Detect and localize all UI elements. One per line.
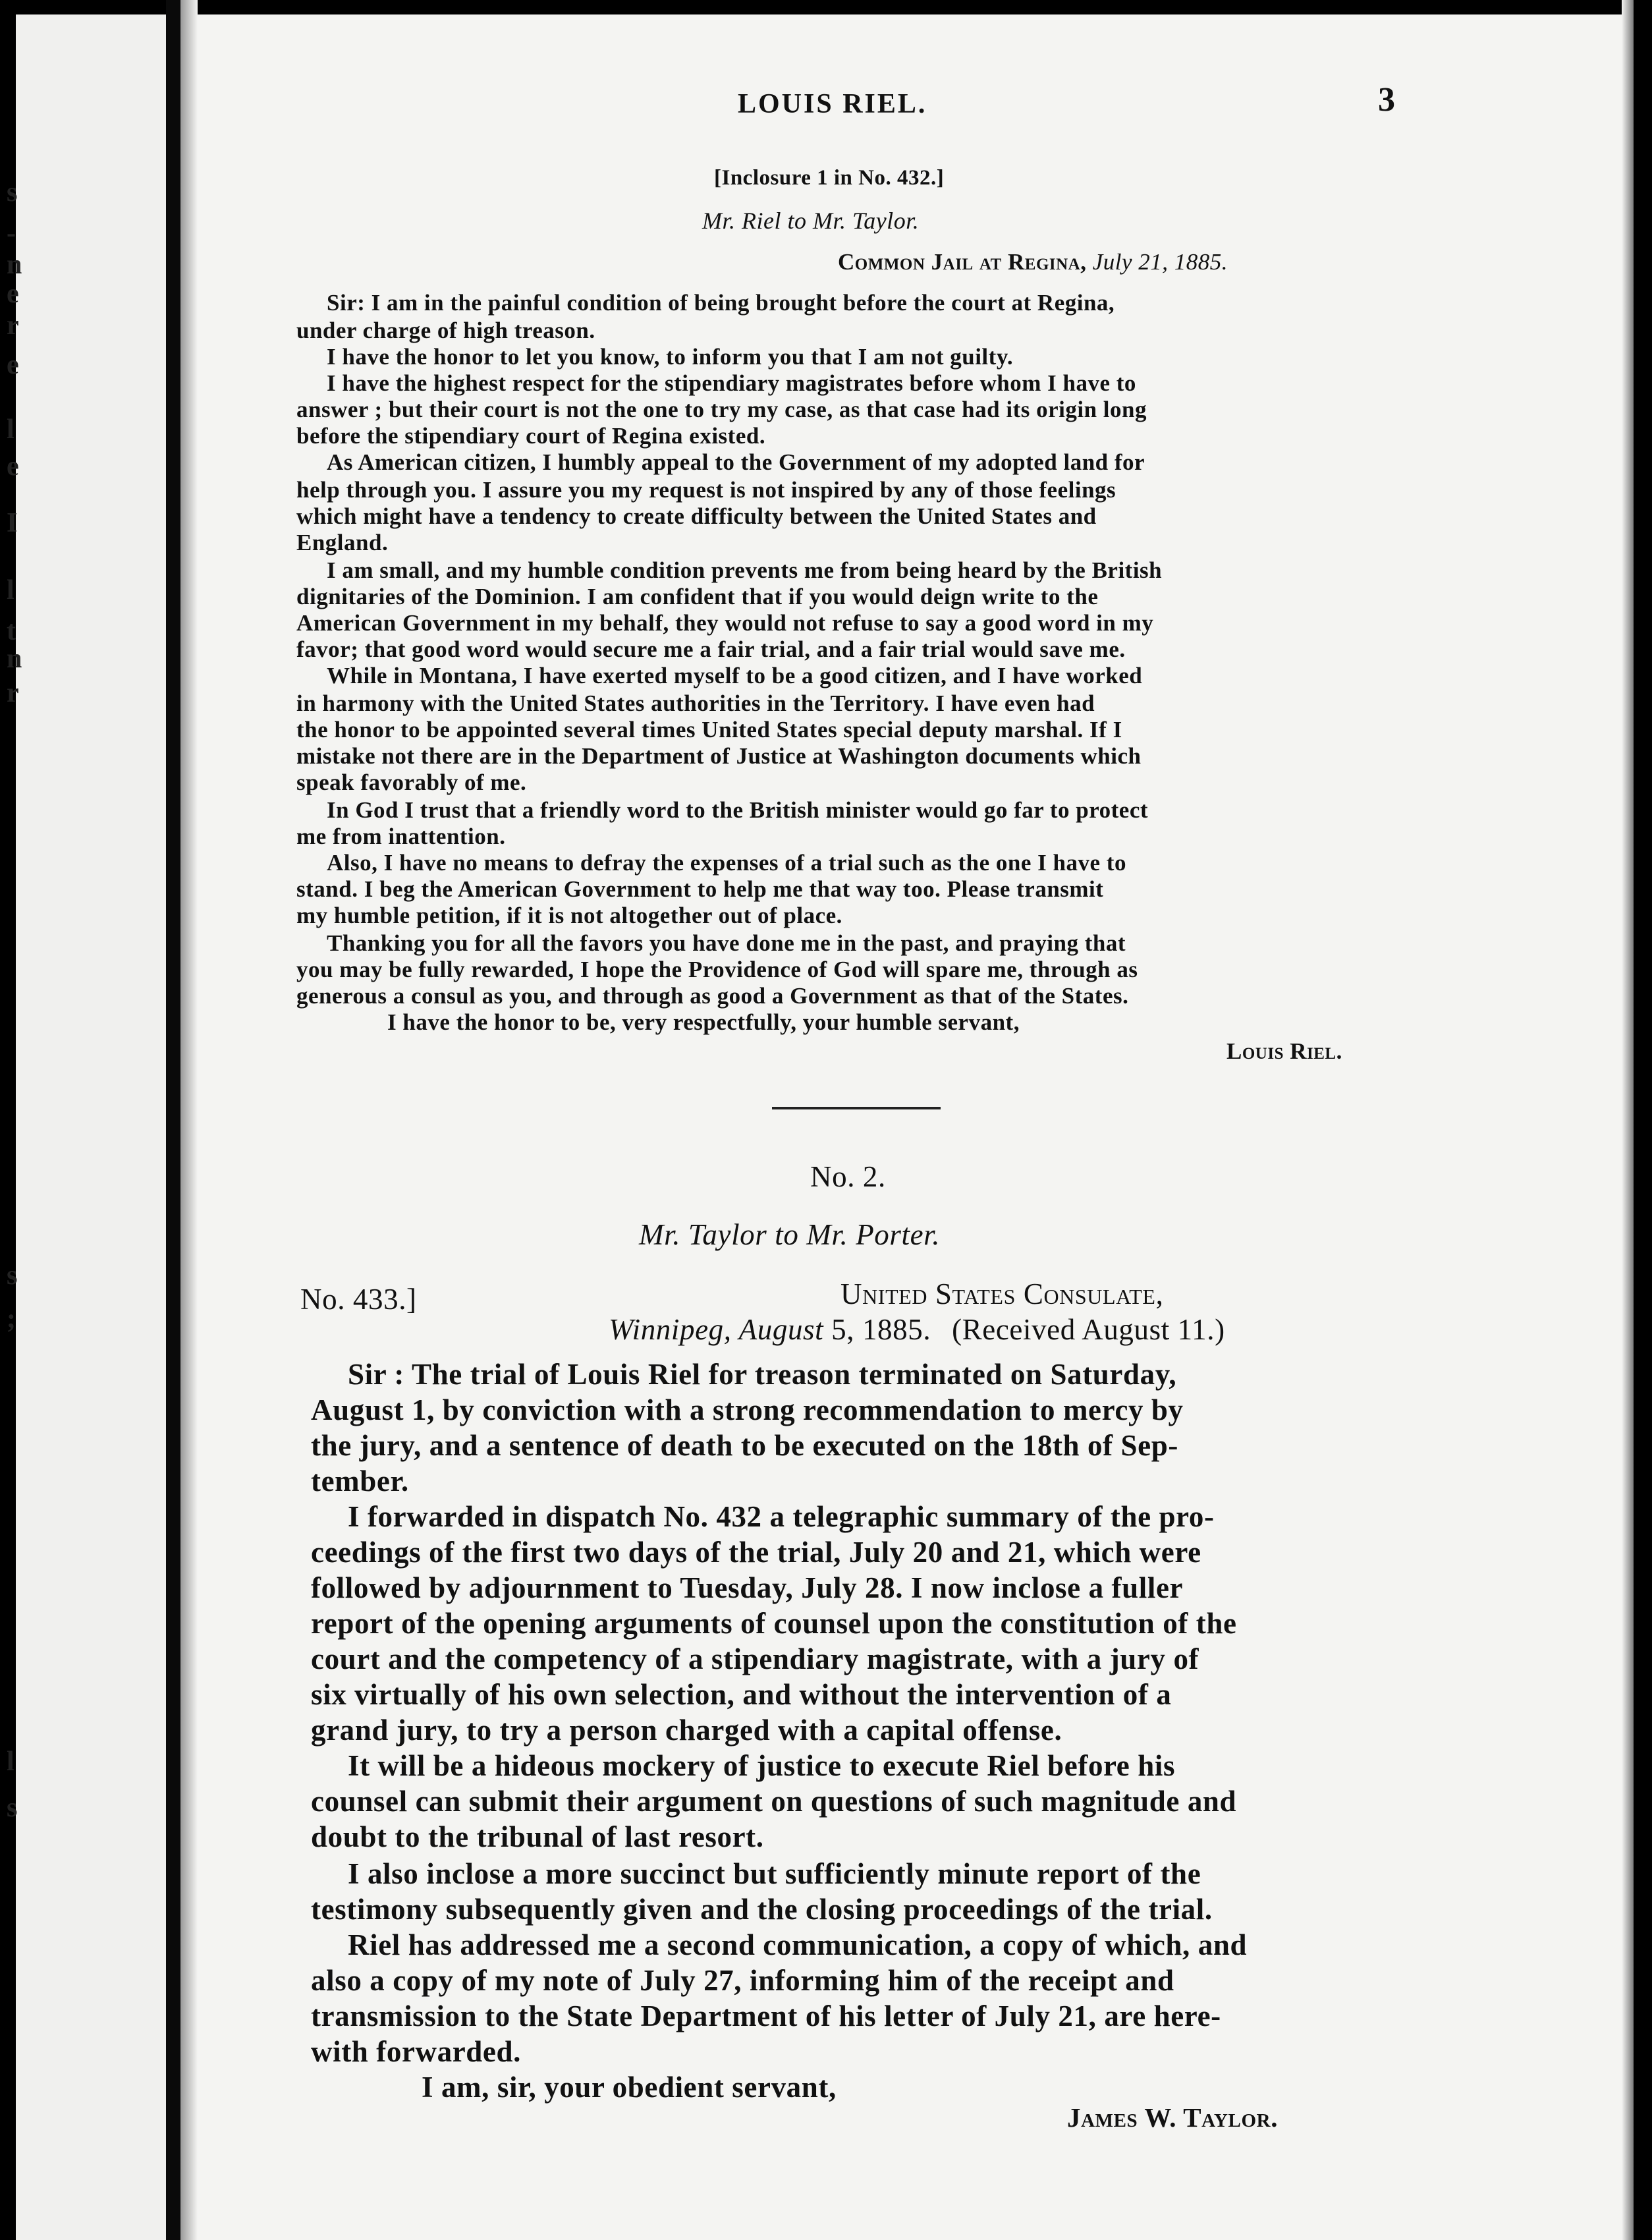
text-line: my humble petition, if it is not altogether out of place.	[296, 903, 842, 928]
letter2-location: United States Consulate,	[840, 1277, 1164, 1310]
section-divider	[772, 1107, 941, 1109]
text-line: I am, sir, your obedient servant,	[422, 2071, 837, 2104]
scan-border-top	[0, 0, 1652, 14]
text-line: report of the opening arguments of counsel upon the constitution of the	[311, 1607, 1237, 1640]
margin-fragment: e	[7, 350, 19, 380]
text-line: counsel can submit their argument on questions of such magnitude and	[311, 1785, 1237, 1818]
margin-fragment: I	[7, 508, 18, 538]
margin-fragment: l	[7, 1747, 14, 1777]
text-line: I also inclose a more succinct but sufficiently minute report of the	[348, 1857, 1201, 1890]
margin-fragment: l	[7, 414, 14, 445]
running-head: LOUIS RIEL.	[738, 89, 927, 119]
text-line: It will be a hideous mockery of justice to execute Riel before his	[348, 1749, 1176, 1782]
text-line: with forwarded.	[311, 2035, 521, 2068]
page-number: 3	[1378, 81, 1395, 119]
text-line: transmission to the State Department of his letter of July 21, are here-	[311, 2000, 1221, 2032]
text-line: August 1, by conviction with a strong recommendation to mercy by	[311, 1393, 1184, 1426]
text-line: favor; that good word would secure me a fair trial, and a fair trial would save me.	[296, 636, 1126, 662]
text-line: in harmony with the United States authorities in the Territory. I have even had	[296, 690, 1095, 716]
text-line: In God I trust that a friendly word to the British minister would go far to protect	[327, 797, 1149, 823]
margin-fragment: s	[7, 177, 18, 208]
margin-fragment: e	[7, 279, 19, 309]
letter1-heading: Mr. Riel to Mr. Taylor.	[702, 208, 920, 234]
text-line: dignitaries of the Dominion. I am confident that if you would deign write to the	[296, 584, 1099, 609]
text-line: doubt to the tribunal of last resort.	[311, 1820, 764, 1853]
text-line: me from inattention.	[296, 824, 506, 849]
margin-fragment: n	[7, 644, 22, 674]
text-line: stand. I beg the American Government to help me that way too. Please transmit	[296, 876, 1104, 902]
margin-fragment: ;	[7, 1304, 16, 1334]
previous-page-edge	[16, 14, 166, 2240]
letter2-signature: James W. Taylor.	[1067, 2102, 1279, 2133]
text-line: I have the highest respect for the stipendiary magistrates before whom I have to	[327, 370, 1136, 396]
text-line: While in Montana, I have exerted myself to be a good citizen, and I have worked	[327, 663, 1143, 688]
text-line: followed by adjournment to Tuesday, July 28. I now inclose a fuller	[311, 1571, 1184, 1604]
text-line: Riel has addressed me a second communication, a copy of which, and	[348, 1928, 1248, 1961]
received-note: (Received August 11.)	[952, 1313, 1225, 1346]
margin-fragment: e	[7, 451, 19, 482]
margin-fragment: t	[7, 616, 16, 646]
letter2-dateline	[609, 1312, 1225, 1347]
text-line: testimony subsequently given and the closing proceedings of the trial.	[311, 1893, 1213, 1926]
text-line: ceedings of the first two days of the trial, July 20 and 21, which were	[311, 1536, 1201, 1569]
margin-fragment: -	[7, 218, 16, 248]
text-line: Sir : The trial of Louis Riel for treason terminated on Saturday,	[348, 1358, 1177, 1391]
text-line: six virtually of his own selection, and without the intervention of a	[311, 1678, 1172, 1711]
margin-fragment: r	[7, 310, 19, 341]
inclosure-note: [Inclosure 1 in No. 432.]	[714, 166, 945, 190]
letter1-signature: Louis Riel.	[1226, 1038, 1342, 1064]
text-line: Thanking you for all the favors you have done me in the past, and praying that	[327, 930, 1126, 956]
text-line: Sir: I am in the painful condition of being brought before the court at Regina,	[327, 290, 1115, 316]
text-line: I am small, and my humble condition prevents me from being heard by the British	[327, 557, 1163, 583]
document-number: No. 2.	[810, 1160, 886, 1193]
text-line: before the stipendiary court of Regina existed.	[296, 423, 766, 449]
text-line: Also, I have no means to defray the expenses of a trial such as the one I have to	[327, 850, 1126, 876]
dispatch-number: No. 433.]	[300, 1283, 417, 1316]
gutter-shadow	[180, 0, 198, 2240]
text-line: court and the competency of a stipendiary magistrate, with a jury of	[311, 1642, 1199, 1675]
text-line: generous a consul as you, and through as good a Government as that of the States.	[296, 983, 1129, 1009]
text-line: which might have a tendency to create difficulty between the United States and	[296, 503, 1097, 529]
margin-fragment: r	[7, 678, 19, 708]
text-line: I have the honor to let you know, to inform you that I am not guilty.	[327, 344, 1014, 370]
margin-fragment: l	[7, 575, 14, 605]
margin-fragment: n	[7, 250, 22, 280]
text-line: the jury, and a sentence of death to be executed on the 18th of Sep-	[311, 1429, 1178, 1462]
page-edge-shadow	[1622, 0, 1634, 2240]
text-line: answer ; but their court is not the one to try my case, as that case had its origin long	[296, 397, 1147, 422]
letter1-location: Common Jail at Regina,	[838, 249, 1087, 275]
text-line: speak favorably of me.	[296, 770, 527, 795]
text-line: I forwarded in dispatch No. 432 a telegraphic summary of the pro-	[348, 1500, 1215, 1533]
text-line: help through you. I assure you my request is not inspired by any of those feelings	[296, 477, 1116, 503]
letter1-dateline	[838, 249, 1228, 275]
text-line: under charge of high treason.	[296, 318, 595, 343]
text-line: mistake not there are in the Department of Justice at Washington documents which	[296, 743, 1142, 769]
text-line: also a copy of my note of July 27, informing him of the receipt and	[311, 1964, 1174, 1997]
text-line: grand jury, to try a person charged with a capital offense.	[311, 1714, 1062, 1747]
text-line: I have the honor to be, very respectfully, your humble servant,	[387, 1009, 1020, 1035]
book-gutter	[166, 0, 180, 2240]
letter2-date-rest: 5, 1885.	[831, 1313, 931, 1346]
letter2-date-place: Winnipeg, August	[609, 1313, 824, 1346]
text-line: tember.	[311, 1465, 409, 1498]
margin-fragment: s	[7, 1793, 18, 1823]
text-line: England.	[296, 530, 389, 555]
text-line: As American citizen, I humbly appeal to the Government of my adopted land for	[327, 449, 1145, 475]
letter1-date: July 21, 1885.	[1092, 249, 1228, 275]
scan-border-right	[1634, 0, 1652, 2240]
text-line: the honor to be appointed several times United States special deputy marshal. If I	[296, 717, 1122, 742]
text-line: you may be fully rewarded, I hope the Providence of God will spare me, through as	[296, 957, 1138, 982]
text-line: American Government in my behalf, they would not refuse to say a good word in my	[296, 610, 1154, 636]
letter2-heading: Mr. Taylor to Mr. Porter.	[639, 1218, 941, 1251]
margin-fragment: s	[7, 1260, 18, 1291]
